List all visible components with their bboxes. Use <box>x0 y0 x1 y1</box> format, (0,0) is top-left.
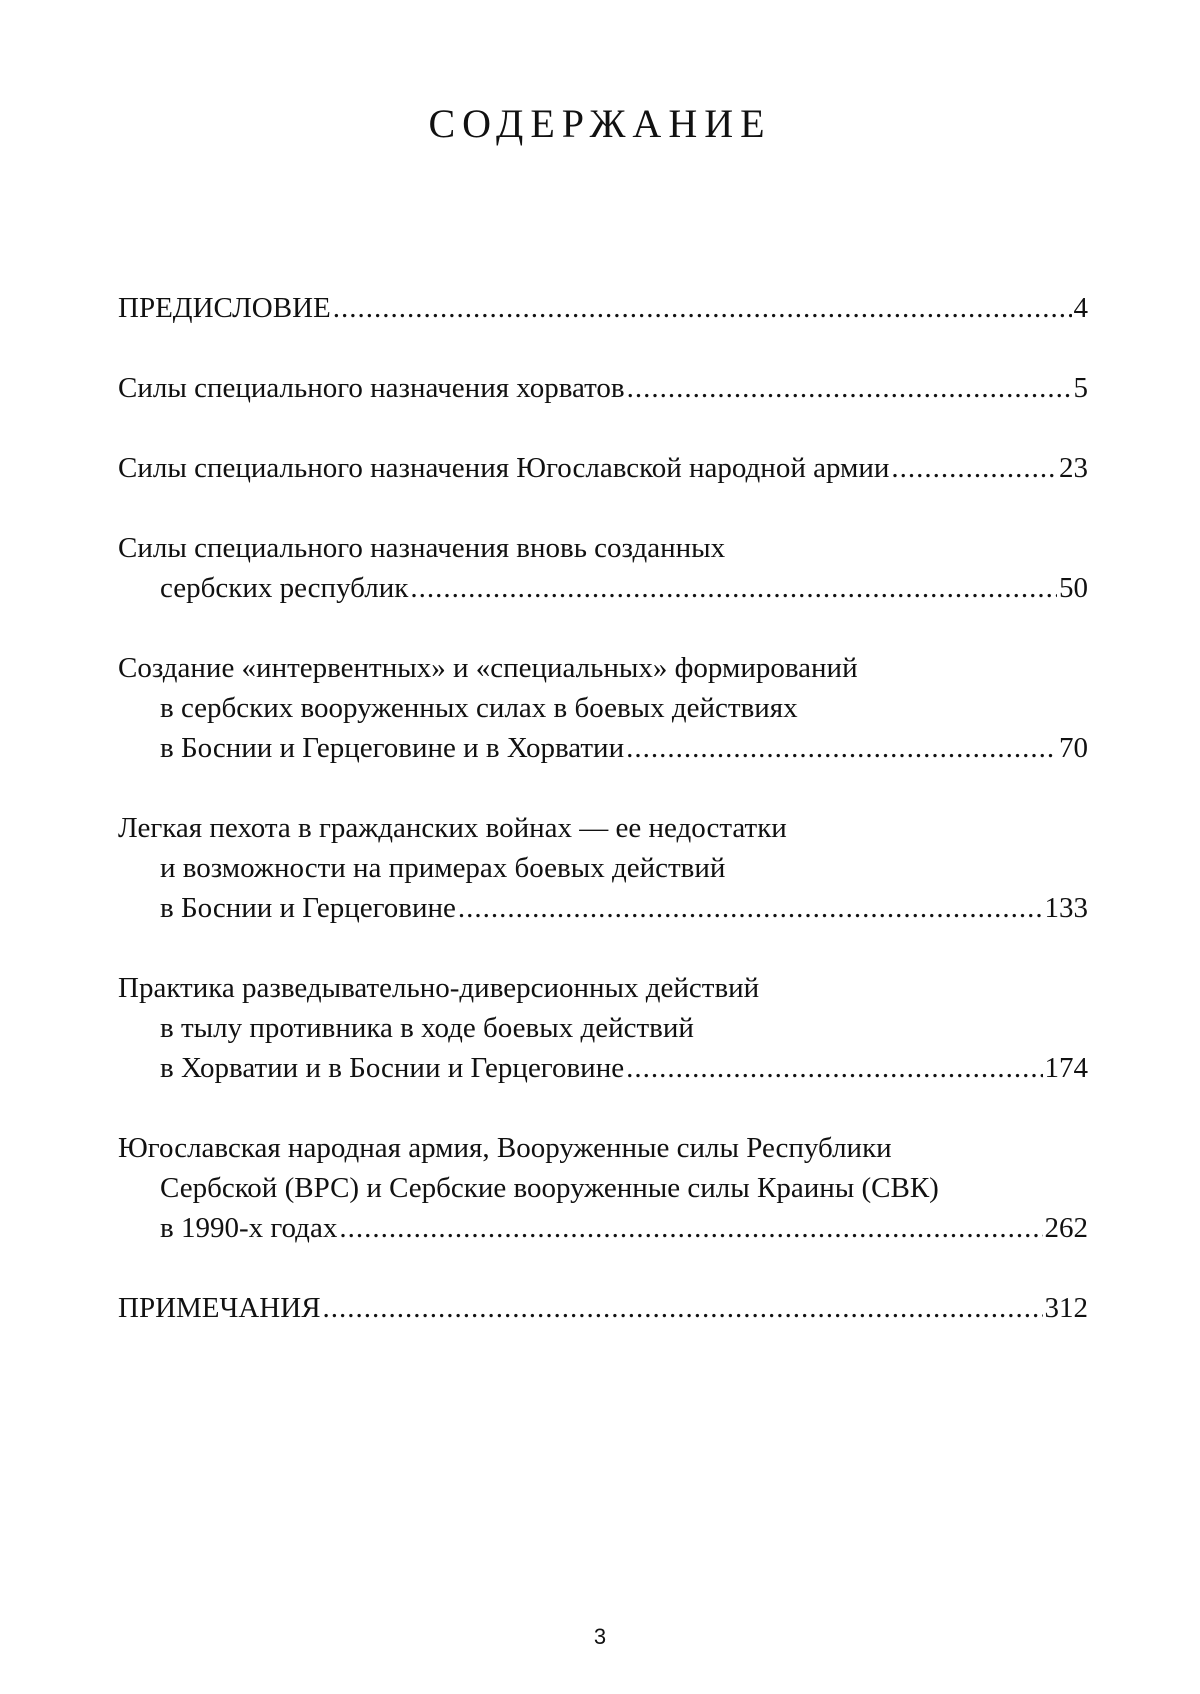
toc-page-number: 133 <box>1044 892 1088 924</box>
toc-entry-title-last-line: в 1990-х годах <box>160 1212 338 1244</box>
toc-page-number: 50 <box>1059 572 1088 604</box>
dot-leader <box>339 1208 1042 1248</box>
toc-entry-yna-special-forces[interactable] <box>118 448 1088 488</box>
toc-page-number: 174 <box>1044 1052 1088 1084</box>
toc-entry-notes[interactable] <box>118 1288 1088 1328</box>
toc-leader-line <box>118 1208 1088 1248</box>
toc-page-number: 23 <box>1059 452 1088 484</box>
toc-entry-title-line: Силы специального назначения вновь созданных <box>118 532 726 564</box>
toc-entry-light-infantry[interactable] <box>118 808 1088 928</box>
toc-leader-line <box>118 568 1088 608</box>
toc-leader-line <box>118 1048 1088 1088</box>
toc-entry-title: ПРИМЕЧАНИЯ <box>118 1292 321 1324</box>
toc-entry-title: Силы специального назначения хорватов <box>118 372 625 404</box>
toc-entry-title-line: Легкая пехота в гражданских войнах — ее недостатки <box>118 812 787 844</box>
toc-entry-title: ПРЕДИСЛОВИЕ <box>118 292 331 324</box>
toc-entry-title-line: Югославская народная армия, Вооруженные силы Республики <box>118 1132 892 1164</box>
toc-entry-title-last-line: сербских республик <box>160 572 409 604</box>
toc-page-number: 4 <box>1073 292 1088 324</box>
toc-entry-title-last-line: в Боснии и Герцеговине и в Хорватии <box>160 732 625 764</box>
toc-page-number: 262 <box>1044 1212 1088 1244</box>
toc-entry-title-last-line: в Хорватии и в Боснии и Герцеговине <box>160 1052 625 1084</box>
toc-entry-serbian-republics-special-forces[interactable] <box>118 528 1088 608</box>
dot-leader <box>626 1048 1042 1088</box>
dot-leader <box>323 1288 1043 1328</box>
toc-leader-line <box>118 368 1088 408</box>
toc-entry-title-last-line: в Боснии и Герцеговине <box>160 892 456 924</box>
toc-entry-interventional-formations[interactable] <box>118 648 1088 768</box>
page-number: 3 <box>593 1624 607 1649</box>
toc-entry-reconnaissance-sabotage[interactable] <box>118 968 1088 1088</box>
page-title: СОДЕРЖАНИЕ <box>428 101 772 146</box>
toc-leader-line <box>118 1288 1088 1328</box>
dot-leader <box>458 888 1043 928</box>
toc-leader-line <box>118 888 1088 928</box>
toc-entry-title-line: Создание «интервентных» и «специальных» формирований <box>118 652 858 684</box>
toc-page-number: 70 <box>1059 732 1088 764</box>
toc-page-number: 312 <box>1044 1292 1088 1324</box>
toc-entry-preface[interactable] <box>118 288 1088 328</box>
toc-entry-title-line: и возможности на примерах боевых действий <box>160 852 726 884</box>
toc-entry-title-line: в тылу противника в ходе боевых действий <box>160 1012 694 1044</box>
dot-leader <box>410 568 1057 608</box>
toc-leader-line <box>118 288 1088 328</box>
toc-entry-armed-forces-1990s[interactable] <box>118 1128 1088 1248</box>
dot-leader <box>333 288 1072 328</box>
dot-leader <box>626 728 1057 768</box>
toc-entry-croatian-special-forces[interactable] <box>118 368 1088 408</box>
toc-leader-line <box>118 728 1088 768</box>
toc-page-number: 5 <box>1073 372 1088 404</box>
toc-entry-title-line: Практика разведывательно-диверсионных действий <box>118 972 760 1004</box>
toc-entry-title-line: Сербской (ВРС) и Сербские вооруженные силы Краины (СВК) <box>160 1172 939 1204</box>
table-of-contents <box>118 288 1088 1328</box>
dot-leader <box>891 448 1057 488</box>
dot-leader <box>627 368 1072 408</box>
toc-entry-title-line: в сербских вооруженных силах в боевых действиях <box>160 692 798 724</box>
toc-entry-title: Силы специального назначения Югославской народной армии <box>118 452 890 484</box>
toc-leader-line <box>118 448 1088 488</box>
